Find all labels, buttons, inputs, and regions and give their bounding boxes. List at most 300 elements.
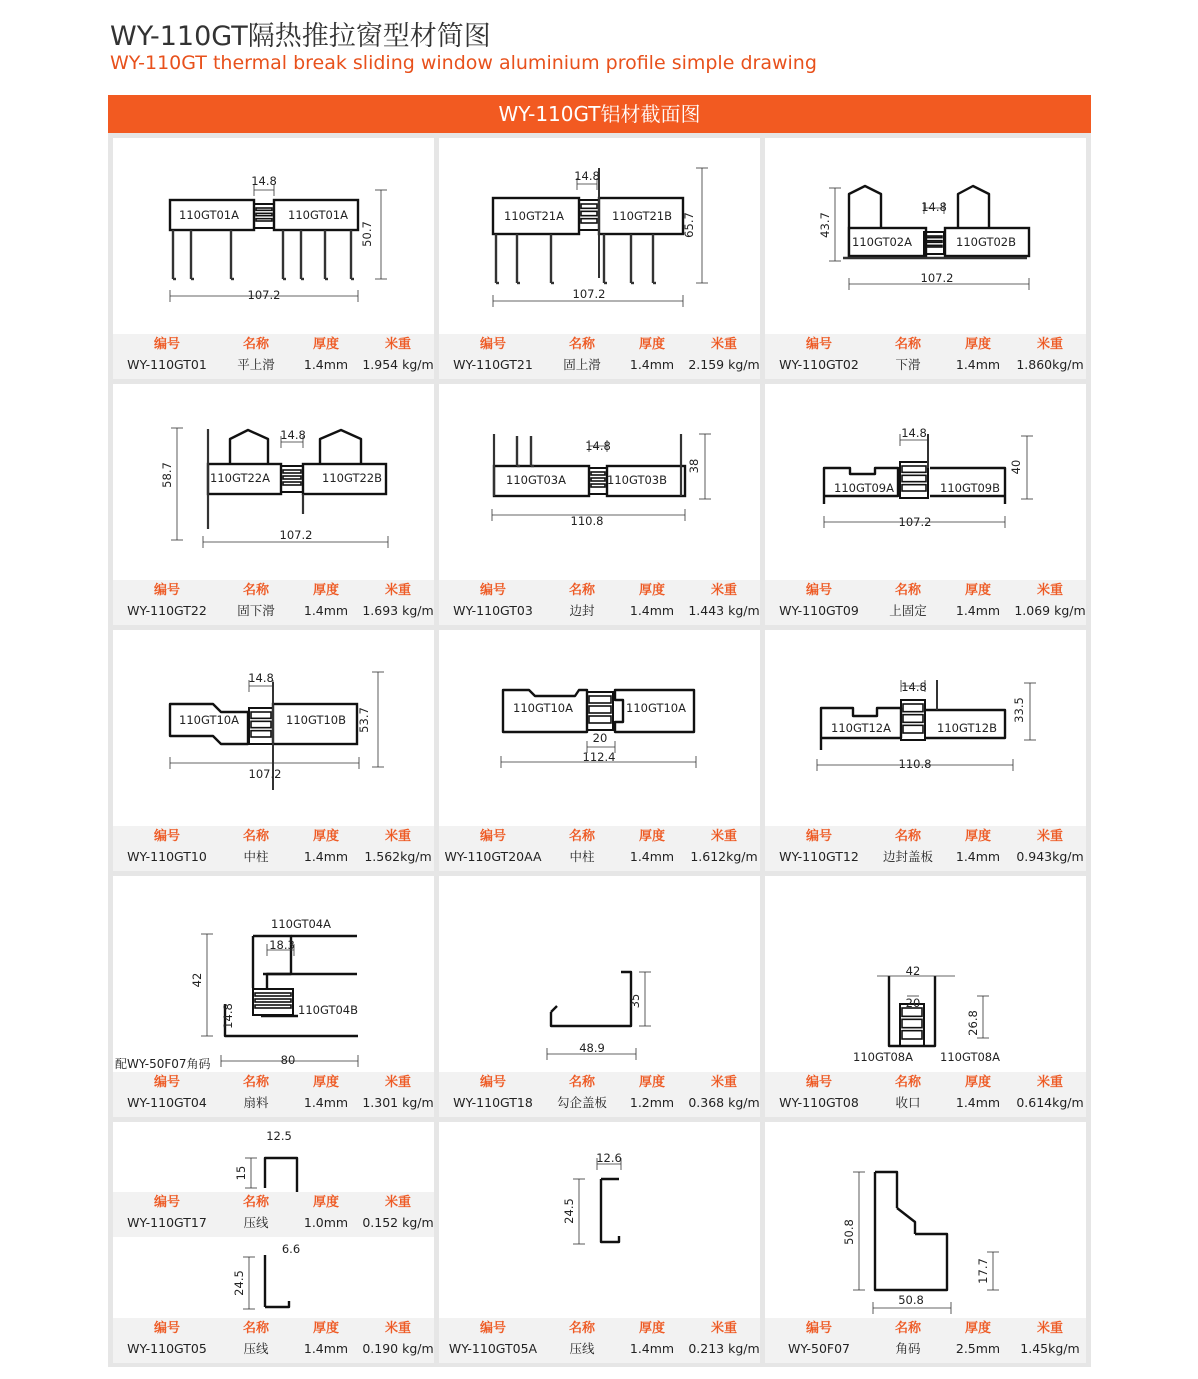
section-banner: WY-110GT铝材截面图 [108, 95, 1091, 133]
spec-header-weight: 米重 [384, 1075, 411, 1090]
spec-thickness [291, 1072, 361, 1117]
spec-value-name: 固下滑 [237, 603, 275, 618]
spec-row [113, 334, 434, 379]
spec-value-thickness: 1.4mm [629, 1341, 675, 1356]
spec-value-code: WY-110GT10 [127, 849, 207, 864]
spec-value-thickness: 1.4mm [629, 357, 675, 372]
spec-header-weight: 米重 [1036, 1075, 1063, 1090]
dimension-label: 14.8 [921, 200, 947, 214]
spec-name [547, 1318, 617, 1363]
dimension-label: 18.3 [269, 938, 295, 952]
spec-thickness [291, 580, 361, 625]
profile-drawing [765, 384, 1086, 580]
profile-drawing [765, 630, 1086, 826]
spec-weight [361, 1318, 435, 1363]
spec-name [873, 334, 943, 379]
spec-value-name: 上固定 [889, 603, 927, 618]
dimension-label: 42 [905, 964, 921, 978]
spec-value-code: WY-110GT09 [779, 603, 859, 618]
spec-name [547, 1072, 617, 1117]
dimension-label: 50.8 [898, 1293, 924, 1307]
dimension-label: 24.5 [232, 1270, 246, 1296]
spec-thickness [617, 1318, 687, 1363]
dimension-label: 50.8 [842, 1219, 856, 1245]
profile-card [765, 384, 1086, 625]
profile-card [765, 138, 1086, 379]
spec-row [113, 580, 434, 625]
spec-code [769, 826, 869, 871]
spec-row [765, 1072, 1086, 1117]
profile-card [765, 876, 1086, 1117]
spec-value-name: 收口 [895, 1095, 921, 1110]
spec-weight [361, 580, 435, 625]
dimension-label: 58.7 [160, 462, 174, 488]
spec-header-weight: 米重 [710, 1321, 737, 1336]
spec-code [769, 334, 869, 379]
spec-name [221, 334, 291, 379]
spec-value-name: 边封盖板 [882, 849, 933, 864]
spec-name [547, 334, 617, 379]
spec-value-code: WY-110GT08 [779, 1095, 859, 1110]
spec-name [873, 826, 943, 871]
spec-value-code: WY-110GT03 [453, 603, 533, 618]
spec-value-weight: 0.213 kg/m [688, 1341, 760, 1356]
spec-thickness [943, 1318, 1013, 1363]
spec-header-thickness: 厚度 [638, 337, 665, 352]
spec-value-name: 扇料 [243, 1095, 269, 1110]
profile-drawing [439, 630, 760, 826]
spec-value-weight: 1.45kg/m [1020, 1341, 1080, 1356]
spec-value-code: WY-110GT05 [127, 1341, 207, 1356]
spec-row [113, 1318, 434, 1363]
spec-value-code: WY-110GT02 [779, 357, 859, 372]
spec-header-name: 名称 [894, 829, 921, 844]
spec-weight [1013, 826, 1087, 871]
profile-drawing [439, 1122, 760, 1318]
profile-drawing [439, 138, 760, 334]
spec-row [765, 580, 1086, 625]
profile-card [113, 630, 434, 871]
spec-value-weight: 1.301 kg/m [362, 1095, 434, 1110]
spec-value-weight: 0.152 kg/m [362, 1215, 434, 1230]
spec-header-thickness: 厚度 [638, 583, 665, 598]
dimension-label: 107.2 [279, 528, 313, 542]
spec-value-thickness: 1.4mm [303, 1095, 349, 1110]
spec-weight [1013, 580, 1087, 625]
spec-thickness [617, 1072, 687, 1117]
spec-header-name: 名称 [568, 1075, 595, 1090]
spec-weight [687, 334, 761, 379]
spec-code [443, 334, 543, 379]
spec-header-thickness: 厚度 [638, 1321, 665, 1336]
profile-label: 110GT04A [271, 917, 331, 931]
profile-label: 110GT10A [513, 701, 573, 715]
spec-code [117, 334, 217, 379]
spec-header-weight: 米重 [384, 583, 411, 598]
spec-value-name: 压线 [243, 1341, 269, 1356]
spec-thickness [617, 826, 687, 871]
spec-name [221, 580, 291, 625]
spec-code [769, 1072, 869, 1117]
profile-label: 110GT02A [852, 235, 912, 249]
profile-label: 110GT21A [504, 209, 564, 223]
spec-header-thickness: 厚度 [964, 337, 991, 352]
spec-weight [361, 1192, 435, 1237]
spec-name [221, 1318, 291, 1363]
spec-header-code: 编号 [479, 829, 506, 844]
profile-card [765, 1122, 1086, 1363]
spec-value-name: 边封 [569, 603, 595, 618]
spec-code [443, 1318, 543, 1363]
spec-header-thickness: 厚度 [312, 1075, 339, 1090]
profile-label: 110GT09A [834, 481, 894, 495]
spec-value-code: WY-110GT01 [127, 357, 207, 372]
spec-name [873, 1318, 943, 1363]
spec-value-weight: 0.614kg/m [1016, 1095, 1084, 1110]
spec-header-code: 编号 [153, 829, 180, 844]
spec-weight [1013, 1318, 1087, 1363]
dimension-label: 14.8 [251, 174, 277, 188]
spec-code [117, 580, 217, 625]
dimension-label: 14.8 [585, 439, 611, 453]
thermal-break-strip [249, 708, 273, 744]
profile-drawing [439, 876, 760, 1072]
profile-outline [320, 430, 361, 464]
spec-weight [361, 1072, 435, 1117]
spec-header-thickness: 厚度 [312, 583, 339, 598]
spec-value-weight: 2.159 kg/m [688, 357, 760, 372]
spec-name [547, 580, 617, 625]
spec-value-weight: 1.562kg/m [364, 849, 432, 864]
spec-header-code: 编号 [805, 829, 832, 844]
profile-drawing [113, 1237, 434, 1317]
dimension-label: 107.2 [247, 288, 281, 302]
spec-value-thickness: 1.0mm [303, 1215, 349, 1230]
profile-label: 110GT08A [853, 1050, 913, 1064]
dimension-label: 107.2 [572, 287, 606, 301]
spec-thickness [291, 334, 361, 379]
spec-row [113, 1072, 434, 1117]
spec-header-name: 名称 [894, 337, 921, 352]
dimension-label: 110.8 [570, 514, 604, 528]
spec-header-thickness: 厚度 [964, 829, 991, 844]
spec-value-code: WY-110GT12 [779, 849, 859, 864]
thermal-break-strip [901, 700, 925, 740]
spec-value-name: 角码 [895, 1341, 921, 1356]
spec-value-thickness: 2.5mm [955, 1341, 1001, 1356]
spec-header-thickness: 厚度 [964, 583, 991, 598]
spec-header-weight: 米重 [710, 583, 737, 598]
dimension-label: 12.5 [266, 1129, 292, 1143]
thermal-break-strip [589, 468, 607, 494]
dimension-label: 80 [280, 1053, 296, 1067]
spec-thickness [943, 826, 1013, 871]
dimension-label: 42 [190, 972, 204, 988]
profile-card [113, 876, 434, 1117]
profile-label: 110GT02B [956, 235, 1016, 249]
profile-label: 110GT22A [210, 471, 270, 485]
spec-value-weight: 1.443 kg/m [688, 603, 760, 618]
thermal-break-strip [587, 692, 613, 730]
spec-thickness [617, 334, 687, 379]
spec-header-thickness: 厚度 [964, 1075, 991, 1090]
profile-outline [875, 1172, 947, 1290]
spec-header-name: 名称 [894, 583, 921, 598]
dimension-label: 33.5 [1012, 697, 1026, 723]
dimension-label: 35 [628, 993, 642, 1009]
spec-weight [1013, 1072, 1087, 1117]
profile-card [439, 630, 760, 871]
spec-row [765, 334, 1086, 379]
spec-code [117, 1192, 217, 1237]
spec-value-weight: 0.943kg/m [1016, 849, 1084, 864]
profile-label: 110GT03A [506, 473, 566, 487]
dimension-label: 40 [1009, 459, 1023, 475]
spec-header-code: 编号 [153, 1075, 180, 1090]
spec-header-weight: 米重 [1036, 829, 1063, 844]
spec-row [765, 1318, 1086, 1363]
spec-row [765, 826, 1086, 871]
spec-value-code: WY-50F07 [787, 1341, 851, 1356]
spec-header-name: 名称 [568, 337, 595, 352]
profile-label: 110GT10A [626, 701, 686, 715]
spec-value-code: WY-110GT17 [127, 1215, 207, 1230]
spec-thickness [943, 1072, 1013, 1117]
spec-header-weight: 米重 [710, 829, 737, 844]
profile-card [765, 630, 1086, 871]
spec-value-code: WY-110GT20AA [444, 849, 542, 864]
spec-header-code: 编号 [805, 337, 832, 352]
spec-header-code: 编号 [153, 1195, 180, 1210]
spec-header-code: 编号 [805, 583, 832, 598]
profile-label: 110GT04B [298, 1003, 358, 1017]
profile-label: 110GT10B [286, 713, 346, 727]
spec-header-code: 编号 [153, 1321, 180, 1336]
dimension-label: 107.2 [248, 767, 282, 781]
dimension-label: 53.7 [357, 707, 371, 733]
spec-value-name: 下滑 [895, 357, 921, 372]
spec-value-name: 中柱 [243, 849, 269, 864]
spec-value-weight: 1.069 kg/m [1014, 603, 1086, 618]
profile-card [439, 1122, 760, 1363]
spec-row [439, 580, 760, 625]
spec-header-weight: 米重 [384, 829, 411, 844]
spec-value-weight: 1.954 kg/m [362, 357, 434, 372]
dimension-label: 43.7 [818, 212, 832, 238]
thermal-break-strip [254, 204, 274, 228]
spec-code [443, 580, 543, 625]
spec-header-thickness: 厚度 [312, 337, 339, 352]
profile-outline [551, 972, 631, 1026]
spec-header-code: 编号 [805, 1321, 832, 1336]
spec-header-thickness: 厚度 [964, 1321, 991, 1336]
thermal-break-strip [281, 466, 303, 492]
profile-drawing [765, 876, 1086, 1072]
profile-card [439, 138, 760, 379]
spec-header-name: 名称 [242, 1075, 269, 1090]
dimension-label: 50.7 [360, 221, 374, 247]
spec-code [117, 1072, 217, 1117]
spec-value-weight: 1.860kg/m [1016, 357, 1084, 372]
spec-value-code: WY-110GT04 [127, 1095, 207, 1110]
spec-header-weight: 米重 [1036, 1321, 1063, 1336]
spec-header-code: 编号 [153, 337, 180, 352]
dimension-label: 20 [905, 996, 921, 1010]
spec-value-thickness: 1.4mm [955, 1095, 1001, 1110]
dimension-label: 17.7 [976, 1258, 990, 1284]
dimension-label: 38 [687, 458, 701, 474]
accessory-note: 配WY-50F07角码 [115, 1057, 211, 1071]
spec-value-name: 勾企盖板 [556, 1095, 607, 1110]
spec-code [443, 826, 543, 871]
spec-code [117, 1318, 217, 1363]
spec-thickness [291, 826, 361, 871]
thermal-break-strip [579, 200, 599, 230]
spec-name [221, 1072, 291, 1117]
spec-value-name: 压线 [243, 1215, 269, 1230]
thermal-break-strip [900, 462, 928, 498]
spec-header-code: 编号 [479, 583, 506, 598]
spec-header-name: 名称 [242, 337, 269, 352]
spec-code [769, 1318, 869, 1363]
profile-drawing [765, 138, 1086, 334]
spec-header-name: 名称 [568, 1321, 595, 1336]
spec-value-name: 压线 [569, 1341, 595, 1356]
page-title: WY-110GT隔热推拉窗型材简图 [110, 21, 491, 52]
spec-header-weight: 米重 [384, 1195, 411, 1210]
profile-outline [265, 1158, 301, 1194]
spec-value-thickness: 1.4mm [303, 603, 349, 618]
profile-drawing [765, 1122, 1086, 1318]
dimension-label: 24.5 [562, 1198, 576, 1224]
profile-outline [897, 1208, 915, 1234]
spec-code [769, 580, 869, 625]
spec-thickness [943, 334, 1013, 379]
spec-header-weight: 米重 [384, 337, 411, 352]
spec-weight [687, 580, 761, 625]
spec-value-thickness: 1.4mm [955, 357, 1001, 372]
spec-value-name: 固上滑 [563, 357, 601, 372]
spec-header-name: 名称 [894, 1075, 921, 1090]
dimension-label: 14.8 [221, 1003, 235, 1029]
spec-header-code: 编号 [479, 337, 506, 352]
profile-card [113, 138, 434, 379]
spec-value-thickness: 1.4mm [629, 603, 675, 618]
profile-card [439, 384, 760, 625]
spec-header-thickness: 厚度 [638, 1075, 665, 1090]
profile-label: 110GT08A [940, 1050, 1000, 1064]
dimension-label: 15 [234, 1165, 248, 1181]
spec-header-name: 名称 [568, 583, 595, 598]
spec-value-thickness: 1.4mm [303, 1341, 349, 1356]
spec-code [443, 1072, 543, 1117]
dimension-label: 112.4 [582, 750, 616, 764]
spec-value-code: WY-110GT22 [127, 603, 207, 618]
spec-header-thickness: 厚度 [638, 829, 665, 844]
profile-card [439, 876, 760, 1117]
dimension-label: 26.8 [966, 1010, 980, 1036]
spec-value-code: WY-110GT18 [453, 1095, 533, 1110]
profile-drawing [113, 384, 434, 580]
spec-header-name: 名称 [242, 1321, 269, 1336]
spec-name [221, 1192, 291, 1237]
spec-value-name: 平上滑 [237, 357, 275, 372]
spec-header-name: 名称 [242, 829, 269, 844]
profile-label: 110GT22B [322, 471, 382, 485]
spec-value-thickness: 1.4mm [303, 849, 349, 864]
spec-header-name: 名称 [242, 1195, 269, 1210]
spec-header-weight: 米重 [1036, 337, 1063, 352]
spec-row [439, 1072, 760, 1117]
profile-outline [551, 1006, 557, 1012]
spec-header-thickness: 厚度 [312, 1321, 339, 1336]
spec-header-weight: 米重 [1036, 583, 1063, 598]
profile-card [113, 384, 434, 625]
spec-row [439, 1318, 760, 1363]
profile-label: 110GT01A [288, 208, 348, 222]
spec-name [547, 826, 617, 871]
spec-row [113, 1192, 434, 1237]
spec-header-code: 编号 [805, 1075, 832, 1090]
profile-label: 110GT03B [607, 473, 667, 487]
spec-weight [1013, 334, 1087, 379]
profile-drawing [113, 138, 434, 334]
spec-value-code: WY-110GT05A [448, 1341, 538, 1356]
spec-weight [361, 334, 435, 379]
spec-name [873, 580, 943, 625]
spec-header-weight: 米重 [384, 1321, 411, 1336]
spec-value-thickness: 1.2mm [629, 1095, 675, 1110]
spec-weight [687, 1072, 761, 1117]
spec-value-thickness: 1.4mm [629, 849, 675, 864]
dimension-label: 65.7 [682, 212, 696, 238]
dimension-label: 110.8 [898, 757, 932, 771]
spec-header-thickness: 厚度 [312, 829, 339, 844]
dimension-label: 14.8 [280, 428, 306, 442]
spec-value-weight: 0.190 kg/m [362, 1341, 434, 1356]
spec-header-thickness: 厚度 [312, 1195, 339, 1210]
page-subtitle: WY-110GT thermal break sliding window aluminium profile simple drawing [110, 52, 817, 74]
profile-outline [265, 1255, 289, 1307]
dimension-label: 6.6 [281, 1242, 301, 1256]
profile-grid [108, 133, 1091, 1367]
spec-row [439, 334, 760, 379]
spec-header-code: 编号 [479, 1075, 506, 1090]
spec-header-code: 编号 [153, 583, 180, 598]
dimension-label: 14.8 [901, 680, 927, 694]
spec-header-weight: 米重 [710, 1075, 737, 1090]
spec-row [113, 826, 434, 871]
spec-thickness [617, 580, 687, 625]
dimension-label: 107.2 [920, 271, 954, 285]
spec-row [439, 826, 760, 871]
spec-weight [687, 826, 761, 871]
spec-code [117, 826, 217, 871]
spec-value-name: 中柱 [569, 849, 595, 864]
spec-name [221, 826, 291, 871]
profile-outline [601, 1179, 619, 1242]
profile-label: 110GT12B [937, 721, 997, 735]
spec-weight [687, 1318, 761, 1363]
spec-weight [361, 826, 435, 871]
dimension-label: 12.6 [596, 1151, 622, 1165]
dimension-label: 14.8 [901, 426, 927, 440]
spec-header-weight: 米重 [710, 337, 737, 352]
spec-value-weight: 1.693 kg/m [362, 603, 434, 618]
profile-label: 110GT12A [831, 721, 891, 735]
spec-value-thickness: 1.4mm [955, 603, 1001, 618]
spec-header-name: 名称 [242, 583, 269, 598]
